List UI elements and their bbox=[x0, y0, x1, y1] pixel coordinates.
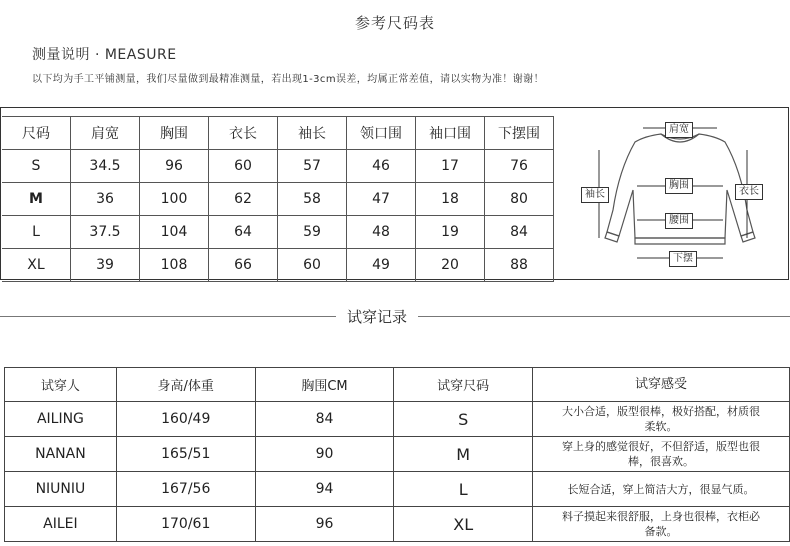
size-header-cell: 肩宽 bbox=[71, 117, 140, 150]
size-cell: 60 bbox=[278, 249, 347, 282]
size-cell: 18 bbox=[416, 183, 485, 216]
section-title: 试穿记录 bbox=[336, 306, 418, 327]
size-cell: 84 bbox=[485, 216, 554, 249]
size-cell: 39 bbox=[71, 249, 140, 282]
chest-cm: 96 bbox=[255, 507, 394, 542]
height-weight: 167/56 bbox=[116, 472, 255, 507]
feedback bbox=[533, 507, 790, 542]
size-cell: 108 bbox=[140, 249, 209, 282]
size-cell: 80 bbox=[485, 183, 554, 216]
try-on-table bbox=[4, 367, 790, 542]
height-weight: 160/49 bbox=[116, 402, 255, 437]
height-weight: 170/61 bbox=[116, 507, 255, 542]
table-row bbox=[2, 216, 554, 249]
size-table bbox=[2, 116, 554, 282]
tried-size: M bbox=[394, 437, 533, 472]
tester-name: AILING bbox=[5, 402, 117, 437]
size-cell: M bbox=[2, 183, 71, 216]
chest-cm: 90 bbox=[255, 437, 394, 472]
feedback-text: 穿上身的感觉很好，不但舒适，版型也很棒，很喜欢。 bbox=[562, 440, 761, 468]
size-cell: 100 bbox=[140, 183, 209, 216]
size-cell: 104 bbox=[140, 216, 209, 249]
tried-size: XL bbox=[394, 507, 533, 542]
tester-name: AILEI bbox=[5, 507, 117, 542]
table-row bbox=[5, 402, 790, 437]
tried-size: L bbox=[394, 472, 533, 507]
feedback-text: 大小合适，版型很棒，极好搭配，材质很柔软。 bbox=[562, 405, 761, 433]
size-cell: 76 bbox=[485, 150, 554, 183]
size-cell: 20 bbox=[416, 249, 485, 282]
size-header-cell: 袖长 bbox=[278, 117, 347, 150]
feedback bbox=[533, 472, 790, 507]
size-cell: 49 bbox=[347, 249, 416, 282]
table-row bbox=[2, 249, 554, 282]
size-cell: 66 bbox=[209, 249, 278, 282]
sleeve-label: 袖长 bbox=[581, 187, 609, 203]
size-header-cell: 衣长 bbox=[209, 117, 278, 150]
size-header-cell: 袖口围 bbox=[416, 117, 485, 150]
size-cell: 59 bbox=[278, 216, 347, 249]
table-row bbox=[5, 472, 790, 507]
height-weight: 165/51 bbox=[116, 437, 255, 472]
feedback-text: 料子摸起来很舒服，上身也很棒，衣柜必备款。 bbox=[562, 510, 761, 538]
tester-name: NIUNIU bbox=[5, 472, 117, 507]
measure-note: 以下均为手工平铺测量，我们尽量做到最精准测量，若出现1-3cm误差，均属正常差值，请以实物为准！谢谢！ bbox=[32, 74, 544, 85]
size-header-cell: 下摆围 bbox=[485, 117, 554, 150]
size-cell: 48 bbox=[347, 216, 416, 249]
try-on-header-cell: 试穿尺码 bbox=[394, 368, 533, 402]
try-on-header-cell: 试穿感受 bbox=[533, 368, 790, 402]
hem-label: 下摆 bbox=[669, 251, 697, 267]
size-cell: L bbox=[2, 216, 71, 249]
feedback-text: 长短合适，穿上简洁大方，很显气质。 bbox=[567, 482, 755, 496]
size-cell: 96 bbox=[140, 150, 209, 183]
tester-name: NANAN bbox=[5, 437, 117, 472]
size-header-cell: 领口围 bbox=[347, 117, 416, 150]
size-cell: 57 bbox=[278, 150, 347, 183]
tried-size: S bbox=[394, 402, 533, 437]
size-cell: 37.5 bbox=[71, 216, 140, 249]
feedback bbox=[533, 437, 790, 472]
try-on-header-cell: 身高/体重 bbox=[116, 368, 255, 402]
size-cell: 19 bbox=[416, 216, 485, 249]
size-cell: S bbox=[2, 150, 71, 183]
table-row bbox=[5, 437, 790, 472]
size-cell: 47 bbox=[347, 183, 416, 216]
page-title: 参考尺码表 bbox=[354, 14, 435, 32]
size-header-cell: 尺码 bbox=[2, 117, 71, 150]
size-header-cell: 胸围 bbox=[140, 117, 209, 150]
chest-cm: 84 bbox=[255, 402, 394, 437]
size-cell: 62 bbox=[209, 183, 278, 216]
garment-diagram bbox=[575, 110, 785, 272]
size-cell: 46 bbox=[347, 150, 416, 183]
chest-cm: 94 bbox=[255, 472, 394, 507]
size-cell: 36 bbox=[71, 183, 140, 216]
size-cell: 34.5 bbox=[71, 150, 140, 183]
feedback bbox=[533, 402, 790, 437]
size-cell: 88 bbox=[485, 249, 554, 282]
shoulder-label: 肩宽 bbox=[665, 122, 693, 138]
table-row bbox=[5, 507, 790, 542]
waist-label: 腰围 bbox=[665, 213, 693, 229]
try-on-header-cell: 试穿人 bbox=[5, 368, 117, 402]
table-row bbox=[2, 150, 554, 183]
size-cell: 60 bbox=[209, 150, 278, 183]
try-on-header-cell: 胸围CM bbox=[255, 368, 394, 402]
size-cell: 58 bbox=[278, 183, 347, 216]
try-on-header bbox=[5, 368, 790, 402]
size-cell: 17 bbox=[416, 150, 485, 183]
size-table-header bbox=[2, 117, 554, 150]
table-row bbox=[2, 183, 554, 216]
measure-heading: 测量说明 · MEASURE bbox=[32, 47, 177, 63]
size-cell: XL bbox=[2, 249, 71, 282]
chest-label: 胸围 bbox=[665, 178, 693, 194]
size-cell: 64 bbox=[209, 216, 278, 249]
length-label: 衣长 bbox=[735, 184, 763, 200]
